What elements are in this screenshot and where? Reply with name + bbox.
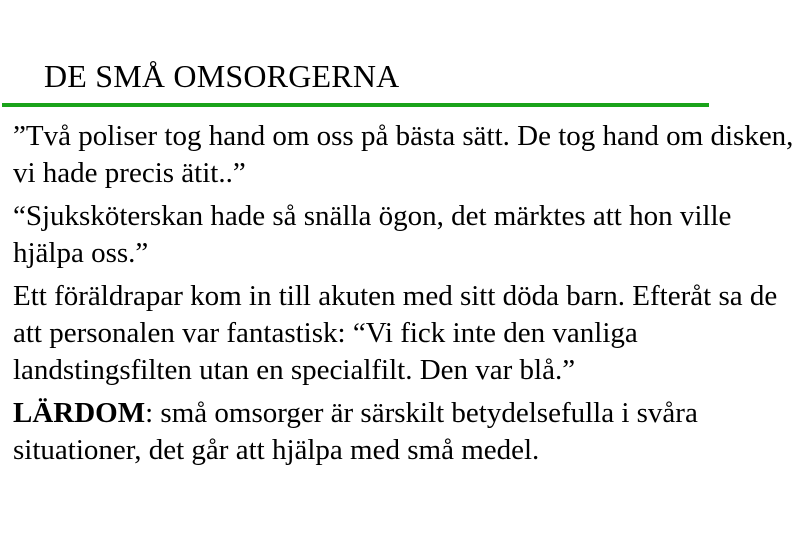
story-parents: Ett föräldrapar kom in till akuten med sitt döda barn. Efteråt sa de att personalen var fantastisk: “Vi fick inte den vanliga landstingsfilten utan en specialfilt. Den var blå.” [13, 280, 778, 386]
slide-body [13, 118, 803, 471]
lesson [13, 395, 803, 469]
lesson-label: LÄRDOM [13, 397, 146, 429]
lesson-text: : små omsorger är särskilt betydelsefulla i svåra situationer, det går att hjälpa med små medel. [13, 397, 698, 466]
quote-police: ”Två poliser tog hand om oss på bästa sätt. De tog hand om disken, vi hade precis ätit..” [13, 120, 794, 189]
title-divider [2, 103, 709, 107]
slide-title: DE SMÅ OMSORGERNA [44, 58, 400, 94]
quote-nurse: “Sjuksköterskan hade så snälla ögon, det märktes att hon ville hjälpa oss.” [13, 200, 732, 269]
